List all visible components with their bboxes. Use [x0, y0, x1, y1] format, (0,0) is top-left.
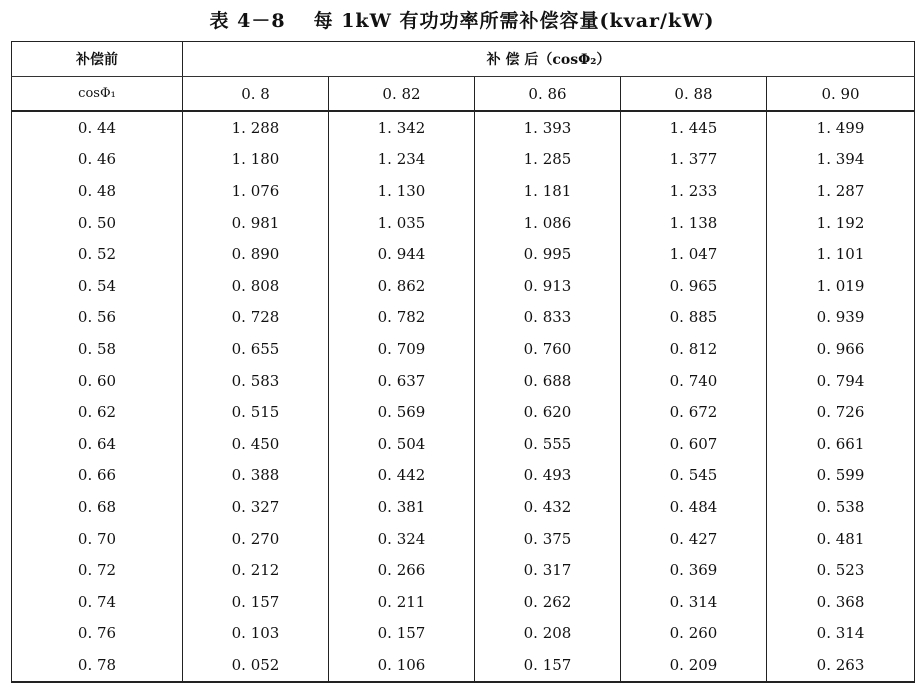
table-row	[12, 460, 915, 492]
capacity-cell: 0. 812	[621, 333, 767, 365]
table-row	[12, 554, 915, 586]
table-row	[12, 333, 915, 365]
capacity-cell: 0. 504	[329, 428, 475, 460]
table-row	[12, 491, 915, 523]
capacity-cell: 0. 427	[621, 523, 767, 555]
capacity-cell: 0. 794	[767, 365, 915, 397]
cos-phi1-cell: 0. 70	[12, 523, 183, 555]
capacity-cell: 0. 314	[621, 586, 767, 618]
column-header: 0. 90	[767, 77, 915, 112]
table-row	[12, 428, 915, 460]
table-row	[12, 238, 915, 270]
capacity-cell: 0. 368	[767, 586, 915, 618]
capacity-cell: 0. 388	[183, 460, 329, 492]
table-row	[12, 270, 915, 302]
capacity-cell: 0. 260	[621, 618, 767, 650]
capacity-cell: 1. 019	[767, 270, 915, 302]
capacity-cell: 1. 393	[475, 111, 621, 144]
cos-phi1-cell: 0. 78	[12, 649, 183, 682]
capacity-cell: 0. 545	[621, 460, 767, 492]
capacity-cell: 0. 661	[767, 428, 915, 460]
capacity-cell: 0. 270	[183, 523, 329, 555]
capacity-cell: 0. 939	[767, 302, 915, 334]
table-row	[12, 523, 915, 555]
capacity-cell: 0. 103	[183, 618, 329, 650]
capacity-cell: 0. 726	[767, 396, 915, 428]
cos-phi1-cell: 0. 76	[12, 618, 183, 650]
capacity-cell: 0. 607	[621, 428, 767, 460]
table-caption	[0, 6, 924, 33]
capacity-cell: 0. 995	[475, 238, 621, 270]
capacity-cell: 1. 394	[767, 144, 915, 176]
column-header: 0. 86	[475, 77, 621, 112]
capacity-cell: 0. 481	[767, 523, 915, 555]
capacity-cell: 1. 445	[621, 111, 767, 144]
cos-phi1-cell: 0. 60	[12, 365, 183, 397]
capacity-cell: 1. 076	[183, 175, 329, 207]
capacity-cell: 0. 157	[329, 618, 475, 650]
capacity-cell: 0. 583	[183, 365, 329, 397]
table-row	[12, 302, 915, 334]
capacity-cell: 1. 287	[767, 175, 915, 207]
table-body	[12, 111, 915, 682]
capacity-cell: 0. 637	[329, 365, 475, 397]
capacity-cell: 1. 181	[475, 175, 621, 207]
header-row-group	[12, 42, 915, 77]
capacity-cell: 1. 138	[621, 207, 767, 239]
capacity-cell: 0. 760	[475, 333, 621, 365]
capacity-cell: 0. 966	[767, 333, 915, 365]
capacity-cell: 0. 324	[329, 523, 475, 555]
capacity-cell: 1. 377	[621, 144, 767, 176]
capacity-cell: 1. 130	[329, 175, 475, 207]
cos-phi1-cell: 0. 50	[12, 207, 183, 239]
capacity-cell: 0. 375	[475, 523, 621, 555]
capacity-cell: 0. 442	[329, 460, 475, 492]
cos-phi1-cell: 0. 58	[12, 333, 183, 365]
capacity-cell: 0. 890	[183, 238, 329, 270]
table-title: 每 1kW 有功功率所需补偿容量(kvar/kW)	[313, 10, 715, 32]
cos-phi1-cell: 0. 68	[12, 491, 183, 523]
capacity-cell: 0. 208	[475, 618, 621, 650]
table-row	[12, 365, 915, 397]
capacity-cell: 1. 285	[475, 144, 621, 176]
compensation-table	[11, 41, 915, 683]
capacity-cell: 1. 047	[621, 238, 767, 270]
capacity-cell: 0. 432	[475, 491, 621, 523]
table-row	[12, 111, 915, 144]
capacity-cell: 1. 086	[475, 207, 621, 239]
capacity-cell: 0. 728	[183, 302, 329, 334]
capacity-cell: 0. 106	[329, 649, 475, 682]
capacity-cell: 0. 314	[767, 618, 915, 650]
capacity-cell: 0. 782	[329, 302, 475, 334]
capacity-cell: 0. 212	[183, 554, 329, 586]
capacity-cell: 0. 263	[767, 649, 915, 682]
capacity-cell: 1. 101	[767, 238, 915, 270]
cos-phi1-cell: 0. 64	[12, 428, 183, 460]
capacity-cell: 0. 369	[621, 554, 767, 586]
cos-phi1-cell: 0. 46	[12, 144, 183, 176]
capacity-cell: 0. 381	[329, 491, 475, 523]
table-row	[12, 175, 915, 207]
cos-phi1-cell: 0. 52	[12, 238, 183, 270]
capacity-cell: 0. 965	[621, 270, 767, 302]
column-header: 0. 88	[621, 77, 767, 112]
capacity-cell: 0. 620	[475, 396, 621, 428]
capacity-cell: 0. 709	[329, 333, 475, 365]
capacity-cell: 0. 327	[183, 491, 329, 523]
capacity-cell: 1. 192	[767, 207, 915, 239]
capacity-cell: 0. 862	[329, 270, 475, 302]
cos-phi1-cell: 0. 56	[12, 302, 183, 334]
table-row	[12, 586, 915, 618]
cos-phi1-cell: 0. 54	[12, 270, 183, 302]
column-header: 0. 82	[329, 77, 475, 112]
cos-phi1-cell: 0. 48	[12, 175, 183, 207]
capacity-cell: 0. 688	[475, 365, 621, 397]
capacity-cell: 1. 499	[767, 111, 915, 144]
capacity-cell: 0. 157	[183, 586, 329, 618]
capacity-cell: 1. 342	[329, 111, 475, 144]
capacity-cell: 1. 234	[329, 144, 475, 176]
capacity-cell: 0. 450	[183, 428, 329, 460]
capacity-cell: 1. 180	[183, 144, 329, 176]
capacity-cell: 1. 288	[183, 111, 329, 144]
cos-phi1-cell: 0. 74	[12, 586, 183, 618]
capacity-cell: 1. 233	[621, 175, 767, 207]
capacity-cell: 0. 211	[329, 586, 475, 618]
capacity-cell: 0. 599	[767, 460, 915, 492]
table-row	[12, 207, 915, 239]
table-row	[12, 144, 915, 176]
capacity-cell: 0. 569	[329, 396, 475, 428]
capacity-cell: 0. 515	[183, 396, 329, 428]
cos-phi1-header: cosΦ₁	[12, 77, 183, 112]
table-row	[12, 618, 915, 650]
capacity-cell: 0. 262	[475, 586, 621, 618]
capacity-cell: 0. 493	[475, 460, 621, 492]
capacity-cell: 0. 484	[621, 491, 767, 523]
capacity-cell: 0. 555	[475, 428, 621, 460]
capacity-cell: 0. 266	[329, 554, 475, 586]
capacity-cell: 0. 885	[621, 302, 767, 334]
table-row	[12, 649, 915, 682]
capacity-cell: 0. 209	[621, 649, 767, 682]
capacity-cell: 0. 317	[475, 554, 621, 586]
capacity-cell: 0. 833	[475, 302, 621, 334]
capacity-cell: 0. 981	[183, 207, 329, 239]
cos-phi1-cell: 0. 44	[12, 111, 183, 144]
cos-phi1-cell: 0. 72	[12, 554, 183, 586]
column-header: 0. 8	[183, 77, 329, 112]
header-row-values	[12, 77, 915, 112]
capacity-cell: 0. 538	[767, 491, 915, 523]
table-number: 表 4－8	[209, 10, 286, 32]
capacity-cell: 0. 944	[329, 238, 475, 270]
capacity-cell: 0. 808	[183, 270, 329, 302]
capacity-cell: 0. 157	[475, 649, 621, 682]
after-compensation-header: 补 偿 后（cosΦ₂）	[183, 42, 915, 77]
before-compensation-header: 补偿前	[12, 42, 183, 77]
capacity-cell: 0. 913	[475, 270, 621, 302]
capacity-cell: 1. 035	[329, 207, 475, 239]
cos-phi1-cell: 0. 66	[12, 460, 183, 492]
cos-phi1-cell: 0. 62	[12, 396, 183, 428]
capacity-cell: 0. 672	[621, 396, 767, 428]
table-row	[12, 396, 915, 428]
capacity-cell: 0. 052	[183, 649, 329, 682]
capacity-cell: 0. 740	[621, 365, 767, 397]
capacity-cell: 0. 523	[767, 554, 915, 586]
capacity-cell: 0. 655	[183, 333, 329, 365]
